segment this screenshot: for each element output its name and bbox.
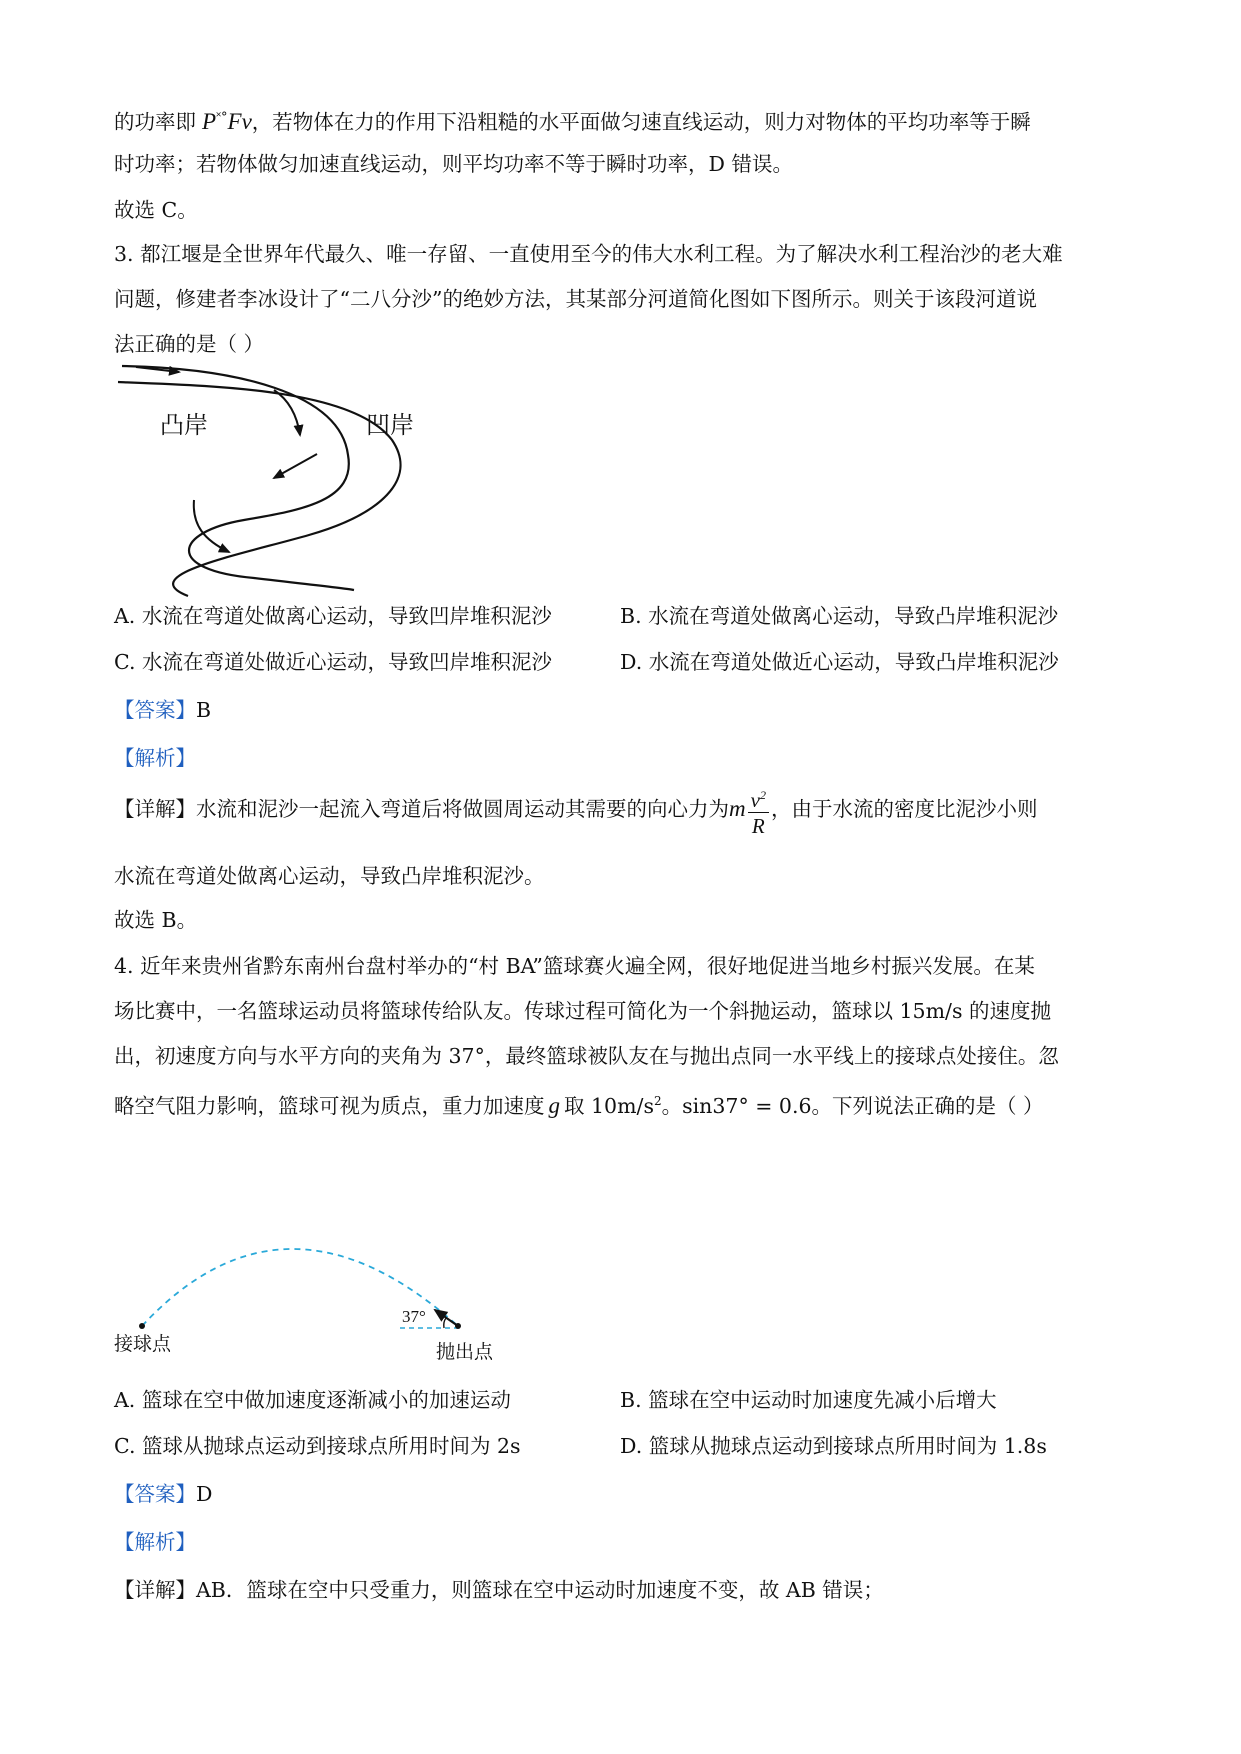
concave-bank-label: 凹岸 — [366, 411, 414, 439]
question-4-stem — [114, 1087, 1044, 1120]
unit-exponent: 2 — [653, 1094, 662, 1108]
text-line: 时功率；若物体做匀加速直线运动，则平均功率不等于瞬时功率，D 错误。 — [114, 152, 793, 176]
answer-line — [114, 696, 211, 724]
detail-tag: 【详解】 — [114, 797, 196, 821]
text-segment: 取 10m/s — [564, 1093, 654, 1118]
question-3-stem: 问题，修建者李冰设计了“二八分沙”的绝妙方法，其某部分河道简化图如下图所示。则关于该段河道说 — [114, 287, 1037, 311]
detail-text: 水流和泥沙一起流入弯道后将做圆周运动其需要的向心力为 — [196, 797, 729, 821]
analysis-line — [114, 1528, 196, 1556]
formula-velocity: v — [750, 787, 760, 812]
option-b[interactable]: B. 水流在弯道处做离心运动，导致凸岸堆积泥沙 — [620, 604, 1059, 628]
text-segment: ，若物体在力的作用下沿粗糙的水平面做匀速直线运动，则力对物体的平均功率等于瞬 — [251, 110, 1031, 134]
angle-arc — [444, 1318, 446, 1328]
option-d[interactable]: D. 篮球从抛球点运动到接球点所用时间为 1.8s — [620, 1434, 1047, 1458]
inner-bank-line — [122, 366, 354, 590]
throw-point-label: 抛出点 — [436, 1341, 494, 1363]
analysis-line — [114, 744, 196, 772]
power-formula-p: P — [202, 109, 217, 134]
option-b[interactable]: B. 篮球在空中运动时加速度先减小后增大 — [620, 1388, 997, 1412]
throw-point — [455, 1323, 461, 1329]
text-line — [114, 104, 1031, 136]
river-bend-diagram — [104, 360, 504, 600]
answer-line — [114, 1480, 212, 1508]
answer-tag: 【答案】 — [114, 1482, 196, 1506]
projectile-diagram — [110, 1232, 494, 1363]
option-a[interactable]: A. 水流在弯道处做离心运动，导致凹岸堆积泥沙 — [114, 604, 552, 628]
gravity-symbol: g — [548, 1092, 560, 1118]
convex-bank-label: 凸岸 — [160, 411, 208, 439]
flow-arrow — [194, 500, 229, 552]
formula-radius: R — [751, 813, 765, 838]
angle-label: 37° — [402, 1307, 426, 1326]
conclusion-line: 故选 B。 — [114, 908, 198, 932]
detail-line: 水流在弯道处做离心运动，导致凸岸堆积泥沙。 — [114, 864, 545, 888]
question-3-stem: 3. 都江堰是全世界年代最久、唯一存留、一直使用至今的伟大水利工程。为了解决水利工程治沙的老大难 — [114, 242, 1063, 266]
option-a[interactable]: A. 篮球在空中做加速度逐渐减小的加速运动 — [114, 1388, 511, 1412]
centripetal-fraction — [748, 783, 769, 839]
analysis-tag: 【解析】 — [114, 746, 196, 770]
velocity-arrow — [435, 1310, 458, 1326]
text-segment: 的功率即 — [114, 110, 196, 134]
answer-value: D — [196, 1482, 213, 1506]
formula-mass: m — [729, 796, 746, 821]
text-line: 故选 C。 — [114, 198, 198, 222]
catch-point-label: 接球点 — [114, 1333, 172, 1355]
catch-point — [139, 1323, 145, 1329]
question-4-stem: 场比赛中，一名篮球运动员将篮球传给队友。传球过程可简化为一个斜抛运动，篮球以 15m/s 的速度抛 — [114, 999, 1051, 1023]
question-4-stem: 4. 近年来贵州省黔东南州台盘村举办的“村 BA”篮球赛火遍全网，很好地促进当地乡村振兴发展。在某 — [114, 954, 1035, 978]
formula-exponent: 2 — [759, 787, 766, 802]
option-d[interactable]: D. 水流在弯道处做近心运动，导致凸岸堆积泥沙 — [620, 650, 1059, 674]
detail-line — [114, 782, 1037, 839]
question-3-stem: 法正确的是（ ） — [114, 332, 265, 356]
detail-tag: 【详解】 — [114, 1578, 196, 1602]
option-c[interactable]: C. 篮球从抛球点运动到接球点所用时间为 2s — [114, 1434, 521, 1458]
detail-text: AB．篮球在空中只受重力，则篮球在空中运动时加速度不变，故 AB 错误； — [196, 1578, 884, 1602]
garbled-symbol: ˟° — [216, 110, 228, 125]
answer-value: B — [196, 698, 212, 722]
question-4-stem: 出，初速度方向与水平方向的夹角为 37°，最终篮球被队友在与抛出点同一水平线上的接球点处接住。忽 — [114, 1044, 1059, 1068]
text-segment: 略空气阻力影响，篮球可视为质点，重力加速度 — [114, 1093, 545, 1118]
detail-text: ，由于水流的密度比泥沙小则 — [770, 797, 1038, 821]
analysis-tag: 【解析】 — [114, 1530, 196, 1554]
answer-tag: 【答案】 — [114, 698, 196, 722]
detail-line — [114, 1576, 884, 1604]
power-formula-fv: Fv — [227, 109, 252, 134]
flow-arrow — [274, 454, 317, 478]
text-segment: 。sin37° = 0.6。下列说法正确的是（ ） — [661, 1093, 1044, 1118]
option-c[interactable]: C. 水流在弯道处做近心运动，导致凹岸堆积泥沙 — [114, 650, 552, 674]
